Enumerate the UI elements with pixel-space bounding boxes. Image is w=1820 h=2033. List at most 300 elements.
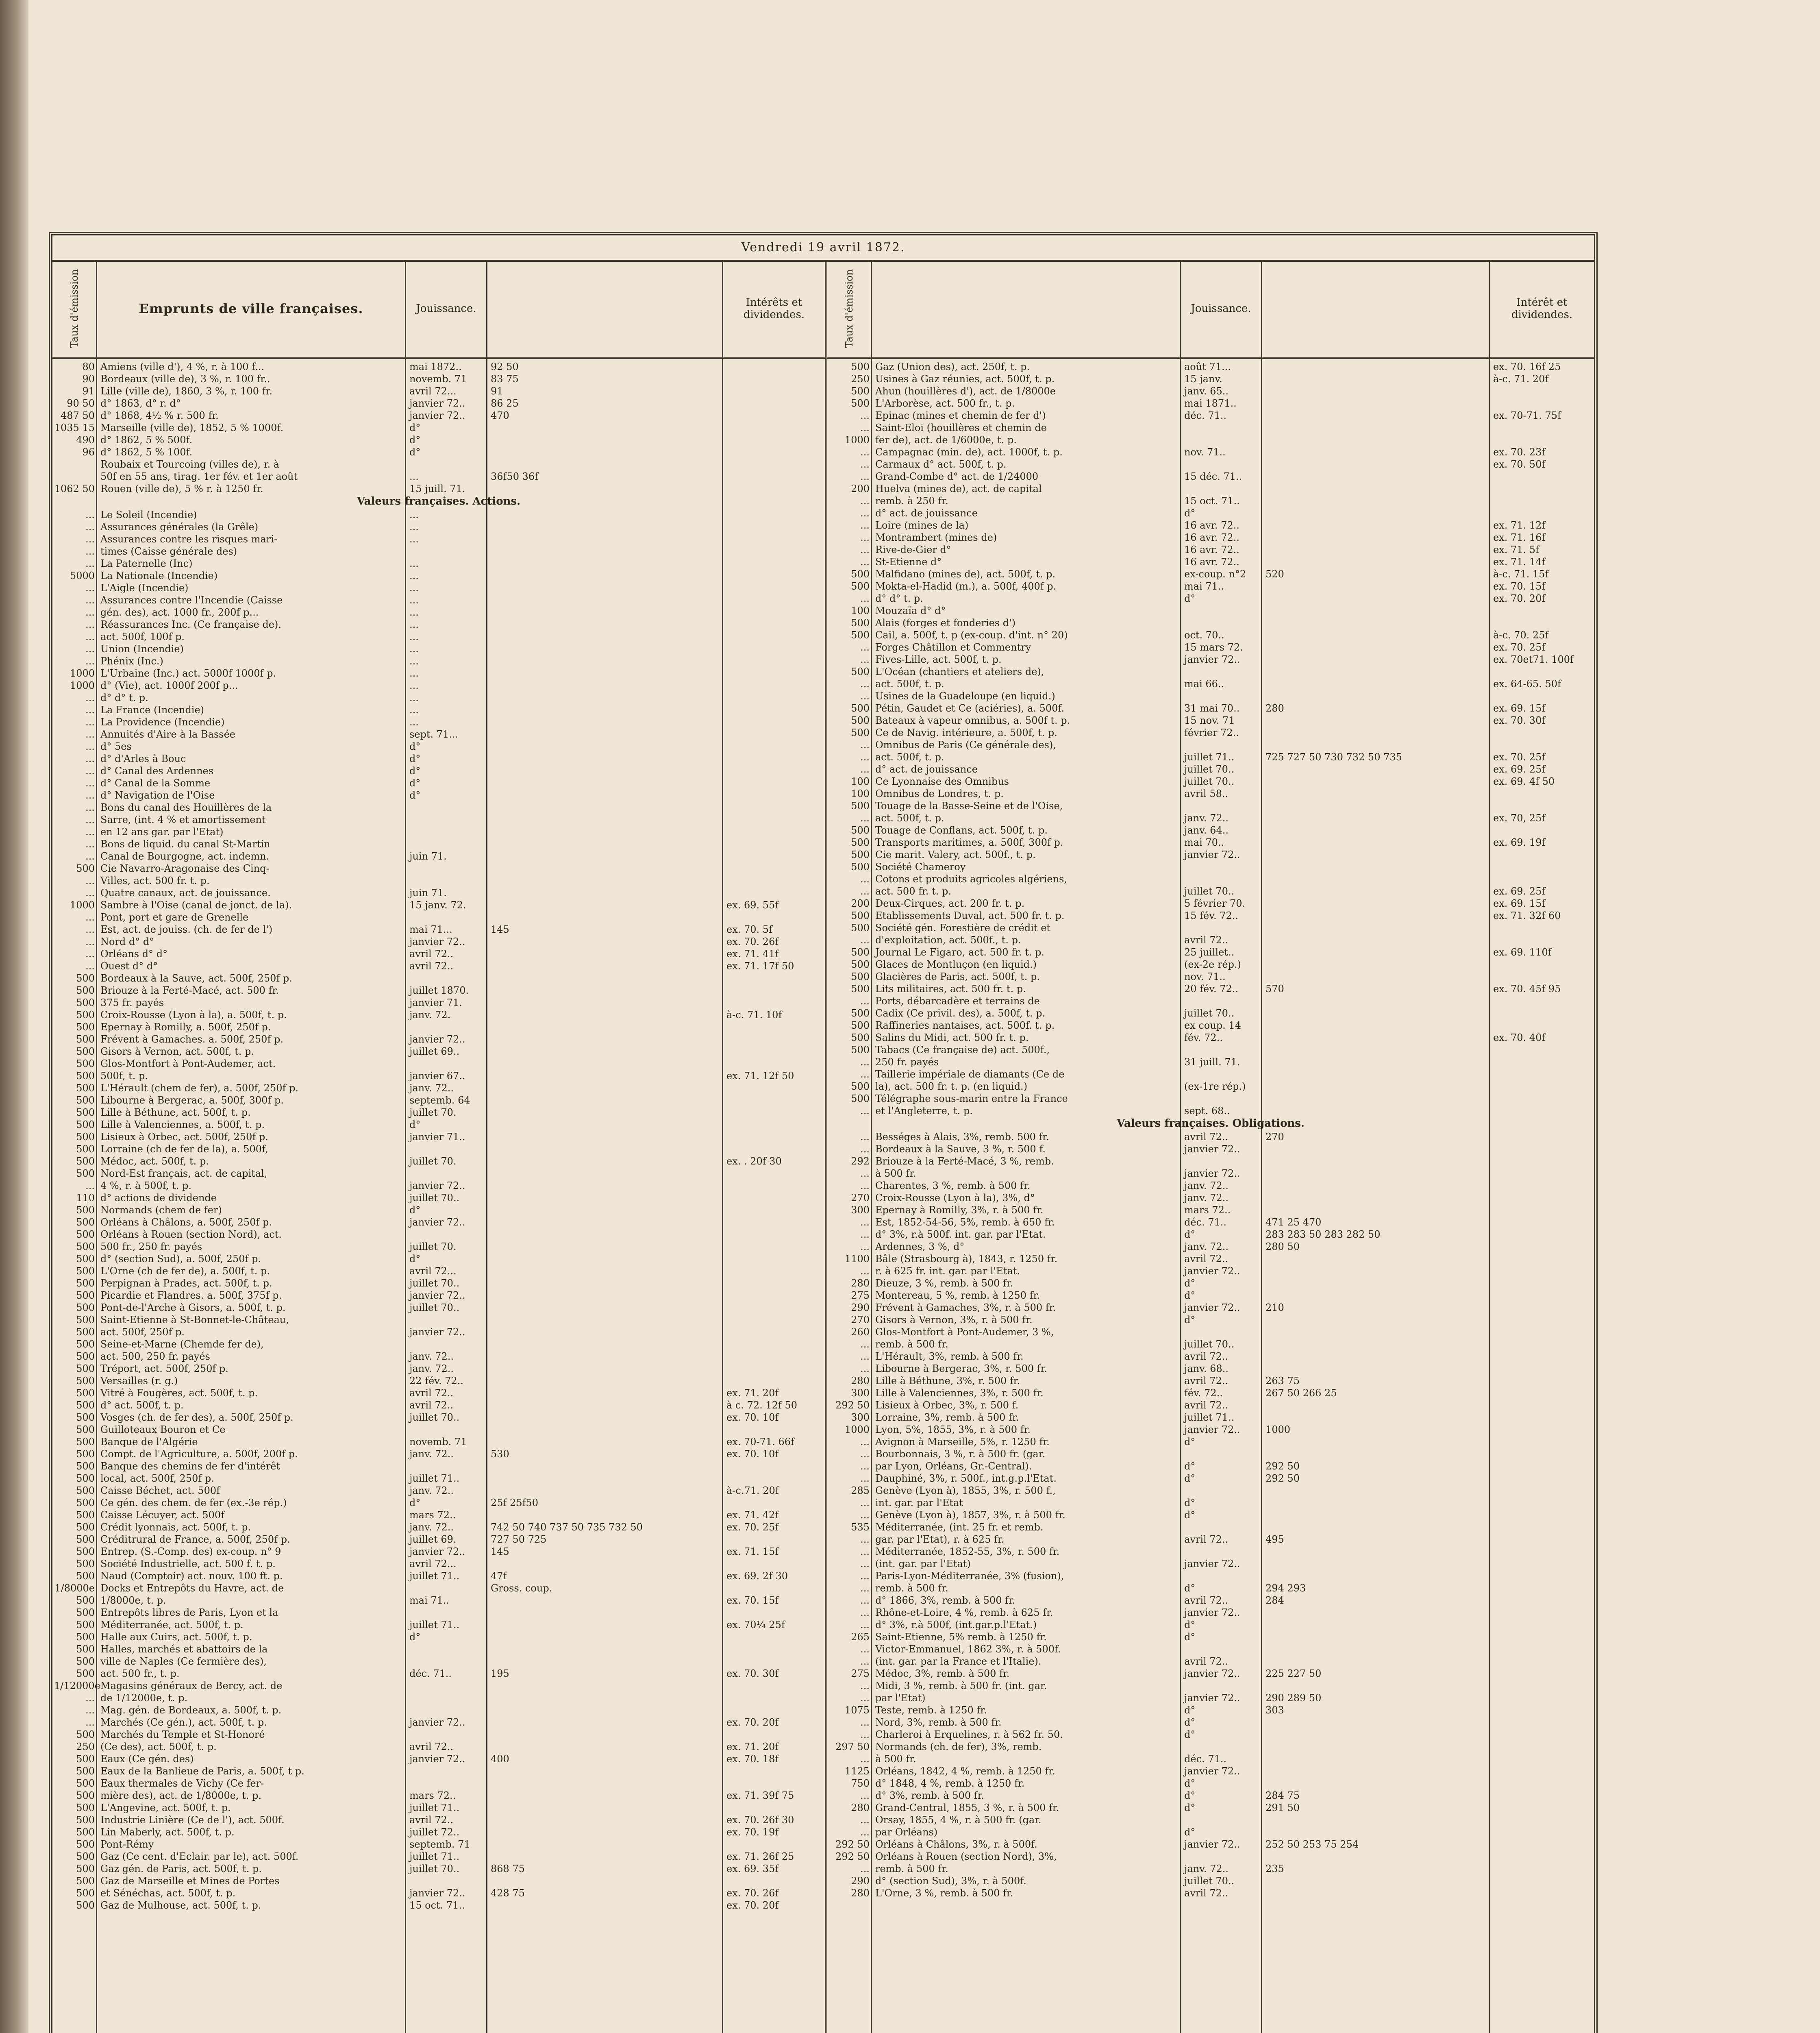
cell-taux: 1000 bbox=[844, 434, 870, 446]
cell-jouis: avril 72.. bbox=[1184, 1887, 1229, 1899]
cell-price: 725 727 50 730 732 50 735 bbox=[1266, 751, 1402, 763]
cell-taux: 500 bbox=[76, 1826, 95, 1838]
cell-jouis: avril 72.. bbox=[1184, 1656, 1229, 1667]
table-row bbox=[52, 1228, 825, 1241]
cell-taux: ... bbox=[85, 851, 95, 862]
table-row bbox=[827, 629, 1594, 641]
cell-price: 291 50 bbox=[1266, 1802, 1300, 1813]
cell-name: Genève (Lyon à), 1857, 3%, r. à 500 fr. bbox=[875, 1509, 1065, 1521]
cell-taux: ... bbox=[85, 716, 95, 728]
table-row bbox=[52, 1631, 825, 1643]
cell-name: Lorraine (ch de fer de la), a. 500f, bbox=[100, 1143, 268, 1155]
cell-taux: 500 bbox=[76, 1448, 95, 1460]
cell-taux: 500 bbox=[76, 1412, 95, 1423]
table-row bbox=[827, 1887, 1594, 1899]
cell-div: ex. 70. 20f bbox=[1493, 593, 1546, 604]
cell-name: par l'Etat) bbox=[875, 1692, 926, 1704]
table-row bbox=[52, 716, 825, 728]
cell-taux: 535 bbox=[851, 1521, 870, 1533]
table-row bbox=[827, 531, 1594, 544]
cell-div: ex. 70. 25f bbox=[726, 1521, 779, 1533]
cell-name: Union (Incendie) bbox=[100, 643, 184, 655]
cell-jouis: d° bbox=[1184, 1778, 1196, 1789]
cell-div: ex. 71. 12f 50 bbox=[726, 1070, 794, 1082]
cell-jouis: ... bbox=[409, 582, 419, 594]
table-row bbox=[827, 788, 1594, 800]
cell-taux: ... bbox=[860, 459, 870, 470]
cell-name: Pont, port et gare de Grenelle bbox=[100, 912, 249, 923]
table-row bbox=[52, 948, 825, 960]
cell-name: Charentes, 3 %, remb. à 500 fr. bbox=[875, 1180, 1031, 1191]
cell-name: Gisors à Vernon, act. 500f, t. p. bbox=[100, 1046, 254, 1057]
cell-div: ex. 71. 14f bbox=[1493, 556, 1546, 568]
cell-name: Sarre, (int. 4 % et amortissement bbox=[100, 814, 266, 825]
cell-name: Entrep. (S.-Comp. des) ex-coup. n° 9 bbox=[100, 1546, 281, 1557]
cell-name: Orléans à Rouen (section Nord), 3%, bbox=[875, 1851, 1057, 1862]
cell-taux: 500 bbox=[76, 1314, 95, 1326]
cell-taux: 1075 bbox=[844, 1704, 870, 1716]
table-row bbox=[52, 1655, 825, 1667]
cell-taux: 500 bbox=[76, 1339, 95, 1350]
cell-jouis: ... bbox=[409, 607, 419, 618]
cell-name: Grand-Combe d° act. de 1/24000 bbox=[875, 471, 1039, 482]
cell-jouis: d° bbox=[1184, 1290, 1196, 1301]
cell-jouis: novemb. 71 bbox=[409, 373, 467, 385]
table-row bbox=[52, 923, 825, 936]
table-row bbox=[52, 470, 825, 483]
table-row bbox=[827, 1716, 1594, 1728]
cell-name: Saint-Eloi (houillères et chemin de bbox=[875, 422, 1047, 433]
cell-taux: 500 bbox=[851, 1008, 870, 1019]
table-row bbox=[827, 1363, 1594, 1375]
cell-name: d'exploitation, act. 500f., t. p. bbox=[875, 934, 1021, 946]
cell-taux: ... bbox=[860, 1814, 870, 1826]
cell-taux: 1125 bbox=[844, 1765, 870, 1777]
table-row bbox=[827, 1655, 1594, 1667]
cell-taux: ... bbox=[860, 1692, 870, 1704]
cell-taux: 500 bbox=[76, 1900, 95, 1911]
table-row bbox=[52, 1045, 825, 1058]
table-row bbox=[827, 605, 1594, 617]
cell-jouis: janv. 64.. bbox=[1184, 825, 1229, 836]
table-row bbox=[52, 1180, 825, 1192]
table-row bbox=[827, 946, 1594, 958]
table-row bbox=[827, 1326, 1594, 1338]
cell-taux: 500 bbox=[76, 1887, 95, 1899]
cell-name: Picardie et Flandres. a. 500f, 375f p. bbox=[100, 1290, 282, 1301]
cell-taux: 260 bbox=[851, 1326, 870, 1338]
cell-div: ex. 70. 30f bbox=[726, 1668, 779, 1679]
cell-jouis: d° bbox=[1184, 1826, 1196, 1838]
cell-taux: 500 bbox=[76, 1790, 95, 1801]
table-row bbox=[827, 1180, 1594, 1192]
cell-jouis: juillet 70.. bbox=[409, 1863, 460, 1874]
cell-jouis: avril 72.. bbox=[1184, 1400, 1229, 1411]
cell-jouis: janvier 72.. bbox=[1184, 1424, 1240, 1435]
table-row bbox=[52, 594, 825, 606]
cell-taux: 500 bbox=[76, 863, 95, 874]
cell-jouis: juillet 71.. bbox=[1184, 751, 1235, 763]
cell-price: 280 50 bbox=[1266, 1241, 1300, 1252]
cell-taux: 500 bbox=[76, 997, 95, 1008]
table-row bbox=[827, 983, 1594, 995]
cell-jouis: avril 72.. bbox=[1184, 1351, 1229, 1362]
cell-taux: ... bbox=[860, 532, 870, 543]
cell-jouis: juillet 72.. bbox=[409, 1826, 460, 1838]
cell-jouis: (ex-2e rép.) bbox=[1184, 959, 1241, 970]
cell-price: 83 75 bbox=[491, 373, 519, 385]
cell-name: Victor-Emmanuel, 1862 3%, r. à 500f. bbox=[875, 1643, 1061, 1655]
cell-taux: ... bbox=[860, 690, 870, 702]
table-row bbox=[827, 1814, 1594, 1826]
cell-name: Versailles (r. g.) bbox=[100, 1375, 178, 1387]
cell-taux: 1/8000e bbox=[54, 1582, 95, 1594]
cell-name: Société Industrielle, act. 500 f. t. p. bbox=[100, 1558, 276, 1569]
cell-taux: ... bbox=[85, 692, 95, 703]
cell-div: ex. 69. 15f bbox=[1493, 703, 1546, 714]
cell-taux: ... bbox=[85, 875, 95, 886]
cell-price: 470 bbox=[491, 410, 509, 421]
cell-name: Orsay, 1855, 4 %, r. à 500 fr. (gar. bbox=[875, 1814, 1042, 1826]
cell-name: Orléans d° d° bbox=[100, 948, 168, 960]
cell-taux: 1062 50 bbox=[54, 483, 95, 494]
cell-jouis: d° bbox=[1184, 1497, 1196, 1508]
table-row bbox=[827, 1497, 1594, 1509]
table-row bbox=[827, 1131, 1594, 1143]
book-binding-shadow bbox=[0, 0, 28, 2033]
cell-name: Touage de Conflans, act. 500f, t. p. bbox=[875, 825, 1048, 836]
table-row bbox=[827, 1850, 1594, 1863]
cell-taux: ... bbox=[85, 765, 95, 777]
cell-name: d° (section Sud), a. 500f, 250f p. bbox=[100, 1253, 261, 1265]
table-row bbox=[827, 397, 1594, 409]
cell-taux: 500 bbox=[76, 1302, 95, 1313]
cell-price: 145 bbox=[491, 1546, 509, 1557]
table-row bbox=[827, 1265, 1594, 1277]
table-row bbox=[52, 1082, 825, 1094]
cell-name: 50f en 55 ans, tirag. 1er fév. et 1er août bbox=[100, 471, 298, 482]
cell-name: à 500 fr. bbox=[875, 1168, 916, 1179]
table-row bbox=[827, 1741, 1594, 1753]
header-cours bbox=[1262, 260, 1490, 357]
cell-taux: 280 bbox=[851, 1887, 870, 1899]
cell-name: La Providence (Incendie) bbox=[100, 716, 225, 728]
cell-div: ex. 64-65. 50f bbox=[1493, 678, 1561, 690]
cell-div: ex. 70. 40f bbox=[1493, 1032, 1546, 1043]
cell-taux: 500 bbox=[851, 568, 870, 580]
table-row bbox=[827, 1350, 1594, 1363]
table-row bbox=[827, 1143, 1594, 1155]
cell-jouis: janv. 72.. bbox=[1184, 812, 1229, 824]
cell-price: 225 227 50 bbox=[1266, 1668, 1322, 1679]
table-row bbox=[52, 960, 825, 972]
cell-name: La Nationale (Incendie) bbox=[100, 570, 218, 581]
cell-taux: ... bbox=[860, 1168, 870, 1179]
cell-name: L'Orne, 3 %, remb. à 500 fr. bbox=[875, 1887, 1013, 1899]
table-row bbox=[827, 727, 1594, 739]
cell-jouis: avril 72.. bbox=[1184, 934, 1229, 946]
cell-jouis: janvier 72.. bbox=[1184, 1607, 1240, 1618]
header-taux: Taux d'émission bbox=[827, 260, 872, 357]
cell-name: Lits militaires, act. 500 fr. t. p. bbox=[875, 983, 1026, 995]
cell-price: 284 75 bbox=[1266, 1790, 1300, 1801]
cell-div: ex. 70. 23f bbox=[1493, 446, 1546, 458]
cell-name: Docks et Entrepôts du Havre, act. de bbox=[100, 1582, 284, 1594]
table-row bbox=[52, 1399, 825, 1411]
table-row bbox=[52, 655, 825, 667]
cell-name: d° (Vie), act. 1000f 200f p... bbox=[100, 680, 238, 691]
cell-jouis: janvier 72.. bbox=[409, 410, 465, 421]
cell-name: Crédit lyonnais, act. 500f, t. p. bbox=[100, 1521, 251, 1533]
table-row bbox=[52, 458, 825, 470]
cell-taux: 500 bbox=[76, 1424, 95, 1435]
cell-name: Ports, débarcadère et terrains de bbox=[875, 995, 1040, 1007]
cell-div: ex. 70. 20f bbox=[726, 1717, 779, 1728]
table-row bbox=[52, 1863, 825, 1875]
price-table-frame bbox=[49, 232, 1598, 2033]
cell-taux: ... bbox=[860, 1546, 870, 1557]
cell-price: 290 289 50 bbox=[1266, 1692, 1322, 1704]
cell-name: Bordeaux à la Sauve, act. 500f, 250f p. bbox=[100, 973, 292, 984]
cell-taux: ... bbox=[85, 753, 95, 764]
cell-price: 570 bbox=[1266, 983, 1284, 995]
cell-taux: 280 bbox=[851, 1278, 870, 1289]
cell-taux: 500 bbox=[76, 1046, 95, 1057]
cell-name: Gaz (Union des), act. 250f, t. p. bbox=[875, 361, 1030, 372]
cell-jouis: avril 72.. bbox=[1184, 1375, 1229, 1387]
cell-name: Epinac (mines et chemin de fer d') bbox=[875, 410, 1046, 421]
cell-jouis: mai 1872.. bbox=[409, 361, 462, 372]
cell-name: int. gar. par l'Etat bbox=[875, 1497, 963, 1508]
cell-taux: 297 50 bbox=[835, 1741, 870, 1752]
cell-taux: ... bbox=[860, 544, 870, 555]
cell-taux: 500 bbox=[851, 947, 870, 958]
table-row bbox=[827, 714, 1594, 727]
cell-name: Marseille (ville de), 1852, 5 % 1000f. bbox=[100, 422, 284, 433]
cell-taux: 500 bbox=[76, 1497, 95, 1508]
cell-taux: 300 bbox=[851, 1204, 870, 1216]
cell-name: Halle aux Cuirs, act. 500f, t. p. bbox=[100, 1631, 252, 1643]
cell-price: 400 bbox=[491, 1753, 509, 1765]
cell-name: gar. par l'Etat), r. à 625 fr. bbox=[875, 1534, 1005, 1545]
cell-taux: 500 bbox=[76, 1253, 95, 1265]
cell-name: St-Etienne d° bbox=[875, 556, 942, 568]
cell-name: r. à 625 fr. int. gar. par l'Etat. bbox=[875, 1265, 1020, 1277]
cell-taux: 500 bbox=[76, 1363, 95, 1374]
cell-taux: ... bbox=[860, 642, 870, 653]
cell-name: Pont-de-l'Arche à Gisors, a. 500f, t. p. bbox=[100, 1302, 286, 1313]
cell-name: Caisse Béchet, act. 500f bbox=[100, 1485, 220, 1496]
cell-jouis: ... bbox=[409, 680, 419, 691]
cell-taux: 110 bbox=[76, 1192, 95, 1204]
cell-name: L'Aigle (Incendie) bbox=[100, 582, 189, 594]
table-row bbox=[827, 641, 1594, 653]
table-row bbox=[827, 653, 1594, 666]
cell-name: Gaz de Mulhouse, act. 500f, t. p. bbox=[100, 1900, 261, 1911]
cell-taux: ... bbox=[860, 1534, 870, 1545]
cell-taux: ... bbox=[860, 1619, 870, 1630]
cell-name: Halles, marchés et abattoirs de la bbox=[100, 1643, 268, 1655]
cell-taux: 500 bbox=[76, 1839, 95, 1850]
cell-taux: 500 bbox=[76, 1546, 95, 1557]
cell-taux: 500 bbox=[851, 1081, 870, 1092]
cell-jouis: janvier 72.. bbox=[1184, 1765, 1240, 1777]
cell-name: Forges Châtillon et Commentry bbox=[875, 642, 1031, 653]
cell-taux: 292 bbox=[851, 1156, 870, 1167]
table-row bbox=[827, 556, 1594, 568]
cell-jouis: 16 avr. 72.. bbox=[1184, 532, 1239, 543]
table-row bbox=[52, 1838, 825, 1850]
table-row bbox=[827, 458, 1594, 470]
table-row bbox=[52, 1716, 825, 1728]
cell-div: ex. 69. 19f bbox=[1493, 837, 1546, 848]
cell-jouis: avril 72.. bbox=[409, 1741, 454, 1752]
cell-price: 520 bbox=[1266, 568, 1284, 580]
table-row bbox=[827, 971, 1594, 983]
date-heading: Vendredi 19 avril 1872. bbox=[52, 235, 1594, 262]
table-row bbox=[52, 1253, 825, 1265]
table-row bbox=[52, 570, 825, 582]
cell-jouis: d° bbox=[409, 765, 421, 777]
cell-taux: ... bbox=[860, 1753, 870, 1765]
cell-taux: ... bbox=[85, 936, 95, 947]
cell-taux: ... bbox=[860, 1351, 870, 1362]
table-row bbox=[827, 1411, 1594, 1424]
cell-taux: 500 bbox=[851, 617, 870, 629]
table-row bbox=[52, 1265, 825, 1277]
cell-taux: ... bbox=[860, 1729, 870, 1740]
cell-jouis: d° bbox=[1184, 1473, 1196, 1484]
cell-jouis: d° bbox=[1184, 1729, 1196, 1740]
cell-name: Omnibus de Londres, t. p. bbox=[875, 788, 1004, 799]
cell-taux: ... bbox=[860, 1509, 870, 1521]
cell-name: Etablissements Duval, act. 500 fr. t. p. bbox=[875, 910, 1065, 921]
cell-taux: ... bbox=[860, 520, 870, 531]
cell-name: 500 fr., 250 fr. payés bbox=[100, 1241, 202, 1252]
table-row bbox=[52, 1021, 825, 1033]
cell-jouis: d° bbox=[1184, 1631, 1196, 1643]
cell-taux: 500 bbox=[76, 1290, 95, 1301]
cell-name: d° 5es bbox=[100, 741, 132, 752]
cell-price: 36f50 36f bbox=[491, 471, 539, 482]
cell-price: 428 75 bbox=[491, 1887, 525, 1899]
cell-taux: 500 bbox=[851, 959, 870, 970]
cell-price: 210 bbox=[1266, 1302, 1284, 1313]
table-row bbox=[52, 1472, 825, 1484]
cell-jouis: janv. 65.. bbox=[1184, 385, 1229, 397]
cell-taux: 500 bbox=[851, 983, 870, 995]
table-row bbox=[52, 667, 825, 679]
cell-taux: ... bbox=[85, 1692, 95, 1704]
cell-jouis: 15 déc. 71.. bbox=[1184, 471, 1242, 482]
cell-div: ex. 70et71. 100f bbox=[1493, 654, 1574, 665]
cell-name: remb. à 500 fr. bbox=[875, 1339, 948, 1350]
cell-div: ex. 70-71. 75f bbox=[1493, 410, 1561, 421]
cell-taux: 500 bbox=[76, 1461, 95, 1472]
cell-taux: 500 bbox=[76, 1400, 95, 1411]
header-taux: Taux d'émission bbox=[52, 260, 97, 357]
cell-taux: ... bbox=[860, 1056, 870, 1068]
table-row bbox=[827, 1216, 1594, 1228]
left-table bbox=[52, 260, 827, 2033]
cell-price: Gross. coup. bbox=[491, 1582, 552, 1594]
cell-name: d° 1863, d° r. d° bbox=[100, 398, 181, 409]
table-row bbox=[52, 1814, 825, 1826]
cell-jouis: avril 58.. bbox=[1184, 788, 1229, 799]
table-row bbox=[827, 1044, 1594, 1056]
table-row bbox=[827, 1631, 1594, 1643]
cell-taux: ... bbox=[860, 446, 870, 458]
cell-taux: 300 bbox=[851, 1412, 870, 1423]
cell-jouis: janv. 72.. bbox=[1184, 1863, 1229, 1874]
cell-name: la), act. 500 fr. t. p. (en liquid.) bbox=[875, 1081, 1028, 1092]
cell-taux: ... bbox=[860, 1363, 870, 1374]
table-row bbox=[52, 1789, 825, 1802]
cell-name: act. 500 fr. t. p. bbox=[875, 886, 951, 897]
cell-taux: 500 bbox=[76, 1814, 95, 1826]
cell-jouis: juillet 70.. bbox=[409, 1412, 460, 1423]
cell-jouis: déc. 71.. bbox=[1184, 1753, 1227, 1765]
table-row bbox=[827, 1314, 1594, 1326]
cell-name: Glos-Montfort à Pont-Audemer, 3 %, bbox=[875, 1326, 1054, 1338]
cell-jouis: avril 72... bbox=[409, 385, 457, 397]
cell-taux: ... bbox=[85, 1717, 95, 1728]
header-interets: Intérêts et dividendes. bbox=[743, 296, 805, 321]
cell-jouis: d° bbox=[409, 753, 421, 764]
table-row bbox=[52, 1302, 825, 1314]
table-row bbox=[52, 1216, 825, 1228]
table-row bbox=[52, 936, 825, 948]
cell-jouis: d° bbox=[1184, 1790, 1196, 1801]
cell-jouis: janvier 72.. bbox=[1184, 1692, 1240, 1704]
cell-jouis: juin 71. bbox=[409, 851, 447, 862]
cell-jouis: d° bbox=[1184, 1314, 1196, 1326]
cell-price: 195 bbox=[491, 1668, 509, 1679]
table-row bbox=[52, 1204, 825, 1216]
cell-price: 283 283 50 283 282 50 bbox=[1266, 1229, 1381, 1240]
cell-div: ex. 71. 20f bbox=[726, 1387, 779, 1399]
table-row bbox=[827, 861, 1594, 873]
cell-jouis: mai 70.. bbox=[1184, 837, 1224, 848]
cell-taux: 500 bbox=[851, 703, 870, 714]
cell-taux: 500 bbox=[76, 1375, 95, 1387]
cell-name: Nord, 3%, remb. à 500 fr. bbox=[875, 1717, 1002, 1728]
cell-jouis: 15 fév. 72.. bbox=[1184, 910, 1239, 921]
cell-taux: 1000 bbox=[70, 680, 95, 691]
cell-jouis: 5 février 70. bbox=[1184, 898, 1246, 909]
cell-jouis: d° bbox=[409, 1119, 421, 1130]
cell-jouis: ... bbox=[409, 643, 419, 655]
cell-taux: ... bbox=[860, 1863, 870, 1874]
cell-jouis: avril 72.. bbox=[409, 1387, 454, 1399]
cell-name: Touage de la Basse-Seine et de l'Oise, bbox=[875, 800, 1063, 812]
cell-name: remb. à 500 fr. bbox=[875, 1582, 948, 1594]
cell-taux: 500 bbox=[851, 849, 870, 860]
cell-name: Mouzaïa d° d° bbox=[875, 605, 946, 616]
cell-name: Assurances contre l'Incendie (Caisse bbox=[100, 594, 283, 606]
cell-div: à c. 72. 12f 50 bbox=[726, 1400, 798, 1411]
cell-jouis: janv. 72.. bbox=[1184, 1241, 1229, 1252]
cell-jouis: d° bbox=[1184, 1509, 1196, 1521]
left-table-header bbox=[52, 260, 825, 359]
cell-taux: 500 bbox=[851, 910, 870, 921]
cell-name: Libourne à Bergerac, a. 500f, 300f p. bbox=[100, 1095, 284, 1106]
cell-name: Genève (Lyon à), 1855, 3%, r. 500 f., bbox=[875, 1485, 1056, 1496]
cell-jouis: ... bbox=[409, 594, 419, 606]
cell-taux: 500 bbox=[76, 1034, 95, 1045]
cell-taux: 500 bbox=[851, 361, 870, 372]
cell-name: Lorraine, 3%, remb. à 500 fr. bbox=[875, 1412, 1019, 1423]
